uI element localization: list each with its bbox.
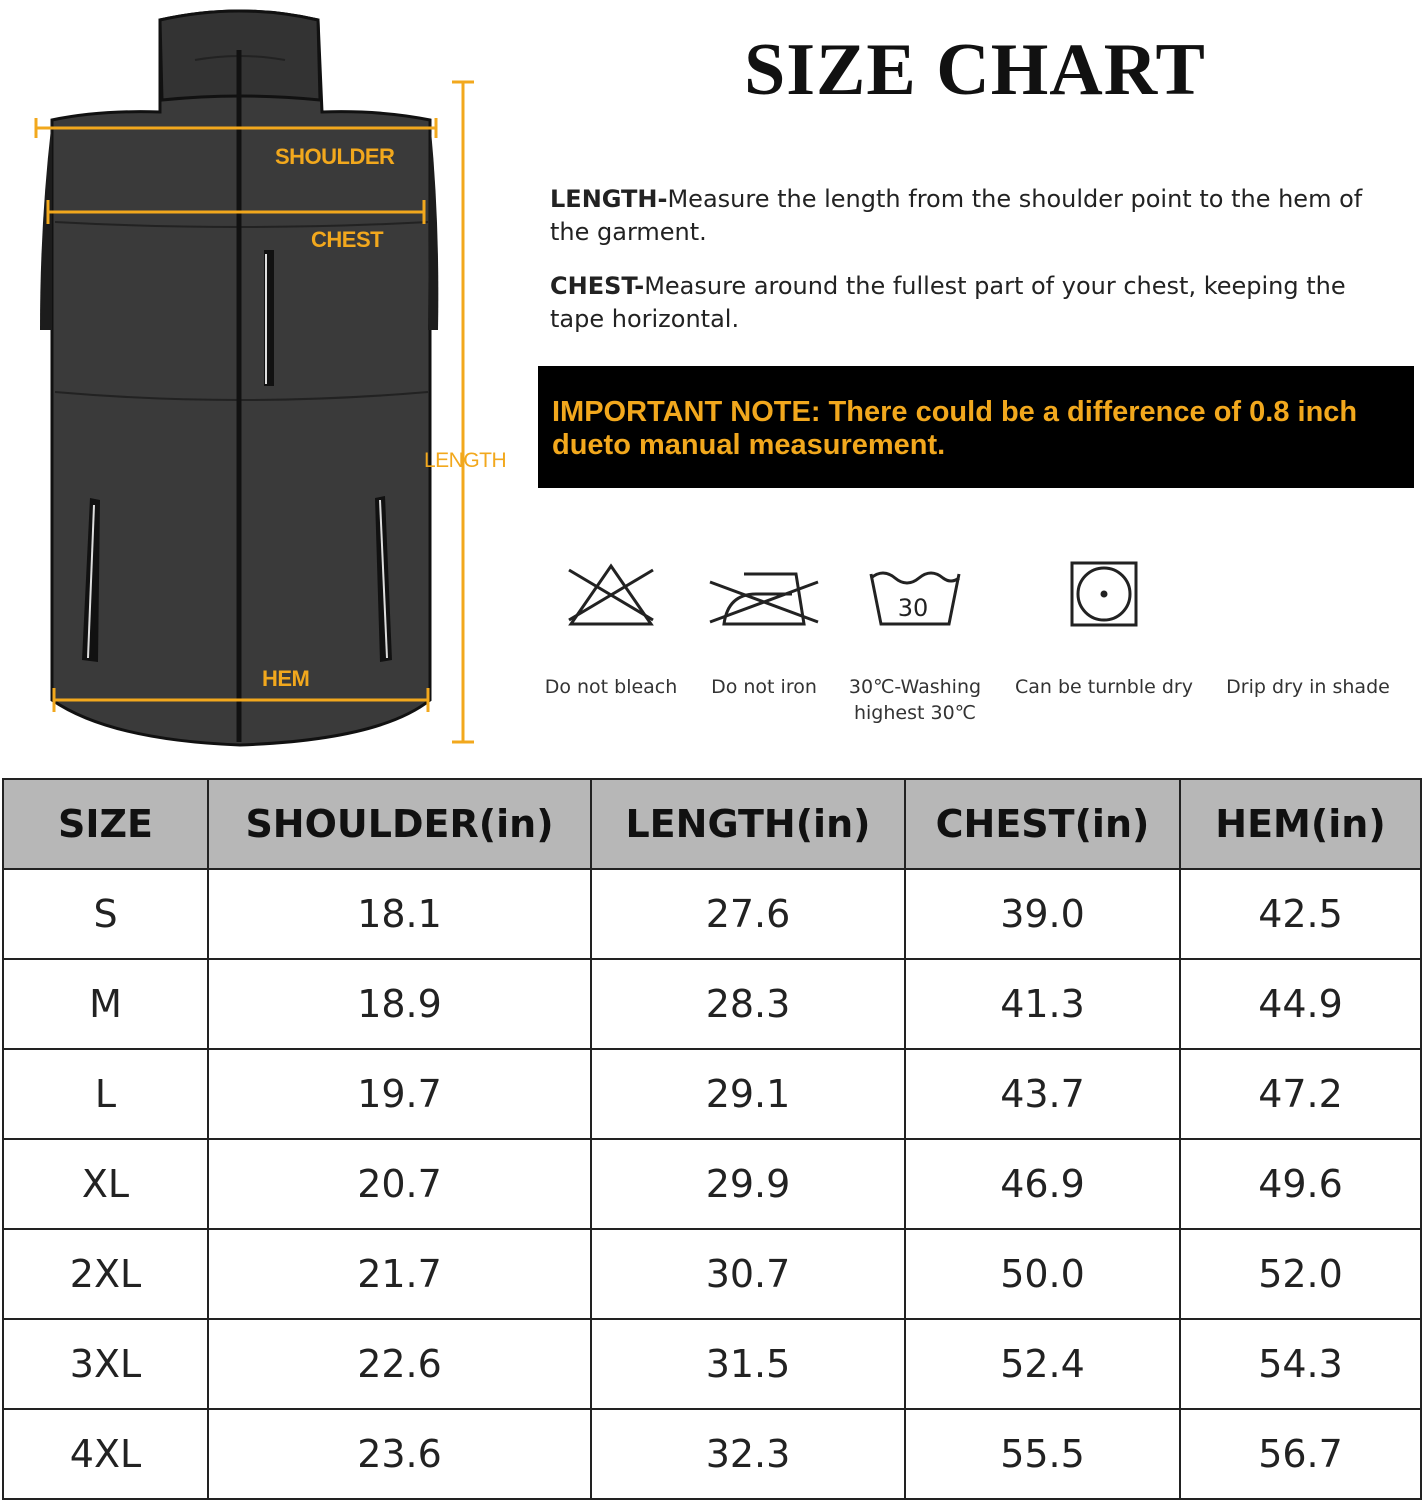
length-label: LENGTH [424, 449, 507, 472]
size-cell: M [3, 959, 208, 1049]
vest-illustration [0, 0, 530, 760]
length-cell: 29.1 [591, 1049, 905, 1139]
size-cell: 3XL [3, 1319, 208, 1409]
column-header: SIZE [3, 779, 208, 869]
column-header: LENGTH(in) [591, 779, 905, 869]
care-label: Do not bleach [544, 676, 678, 698]
shoulder-cell: 19.7 [208, 1049, 591, 1139]
care-item-no-iron [698, 560, 830, 700]
chest-label: CHEST [311, 227, 384, 252]
hem-cell: 54.3 [1180, 1319, 1421, 1409]
hem-cell: 52.0 [1180, 1229, 1421, 1319]
wash-30-icon [867, 560, 963, 628]
chest-text: Measure around the fullest part of your chest, keeping the tape horizontal. [550, 272, 1346, 333]
table-row [3, 1319, 1421, 1409]
length-cell: 31.5 [591, 1319, 905, 1409]
care-item-wash-30 [842, 560, 988, 726]
hem-cell: 42.5 [1180, 869, 1421, 959]
size-table [2, 778, 1422, 1500]
no-iron-icon [706, 560, 822, 628]
care-item-no-bleach [536, 560, 686, 700]
care-item-tumble-dry [1006, 560, 1202, 700]
shoulder-cell: 20.7 [208, 1139, 591, 1229]
size-cell: S [3, 869, 208, 959]
care-label: Drip dry in shade [1226, 676, 1390, 698]
size-cell: 2XL [3, 1229, 208, 1319]
size-cell: L [3, 1049, 208, 1139]
chest-term: CHEST- [550, 272, 645, 300]
vest-image [0, 0, 530, 760]
table-row [3, 1409, 1421, 1499]
length-description [550, 183, 1400, 249]
hem-label: HEM [262, 666, 310, 691]
table-row [3, 869, 1421, 959]
note-text: There could be a difference of 0.8 inch dueto manual measurement. [552, 396, 1358, 461]
hem-cell: 56.7 [1180, 1409, 1421, 1499]
care-label-2: highest 30℃ [853, 702, 976, 724]
care-label: Do not iron [711, 676, 817, 698]
table-row [3, 1049, 1421, 1139]
table-row [3, 1229, 1421, 1319]
length-cell: 29.9 [591, 1139, 905, 1229]
length-text: Measure the length from the shoulder point to the hem of the garment. [550, 185, 1363, 246]
length-term: LENGTH- [550, 185, 668, 213]
chest-cell: 41.3 [905, 959, 1180, 1049]
hem-cell: 47.2 [1180, 1049, 1421, 1139]
length-cell: 32.3 [591, 1409, 905, 1499]
shoulder-cell: 18.9 [208, 959, 591, 1049]
table-row [3, 1139, 1421, 1229]
length-cell: 27.6 [591, 869, 905, 959]
note-lead: IMPORTANT NOTE: [552, 396, 821, 428]
chest-cell: 55.5 [905, 1409, 1180, 1499]
chest-cell: 39.0 [905, 869, 1180, 959]
shoulder-cell: 18.1 [208, 869, 591, 959]
shoulder-cell: 22.6 [208, 1319, 591, 1409]
shoulder-cell: 23.6 [208, 1409, 591, 1499]
length-cell: 30.7 [591, 1229, 905, 1319]
important-note [552, 396, 1400, 462]
hem-cell: 44.9 [1180, 959, 1421, 1049]
chest-cell: 52.4 [905, 1319, 1180, 1409]
size-cell: XL [3, 1139, 208, 1229]
care-label: 30℃-Washing [848, 676, 982, 698]
chest-cell: 43.7 [905, 1049, 1180, 1139]
size-cell: 4XL [3, 1409, 208, 1499]
tumble-dry-icon [1069, 560, 1139, 628]
table-row [3, 959, 1421, 1049]
length-cell: 28.3 [591, 959, 905, 1049]
drip-dry-shade-icon [1220, 560, 1396, 628]
chest-cell: 50.0 [905, 1229, 1180, 1319]
page-title: SIZE CHART [744, 29, 1206, 111]
no-bleach-icon [563, 560, 659, 628]
important-note-box [538, 366, 1414, 488]
column-header: CHEST(in) [905, 779, 1180, 869]
shoulder-label: SHOULDER [275, 144, 395, 169]
shoulder-cell: 21.7 [208, 1229, 591, 1319]
column-header: HEM(in) [1180, 779, 1421, 869]
column-header: SHOULDER(in) [208, 779, 591, 869]
wash-temp-badge: 30 [897, 594, 929, 622]
chest-cell: 46.9 [905, 1139, 1180, 1229]
chest-description [550, 270, 1400, 336]
hem-cell: 49.6 [1180, 1139, 1421, 1229]
table-header-row [3, 779, 1421, 869]
care-label: Can be turnble dry [1015, 676, 1193, 698]
care-item-drip-dry [1220, 560, 1396, 700]
